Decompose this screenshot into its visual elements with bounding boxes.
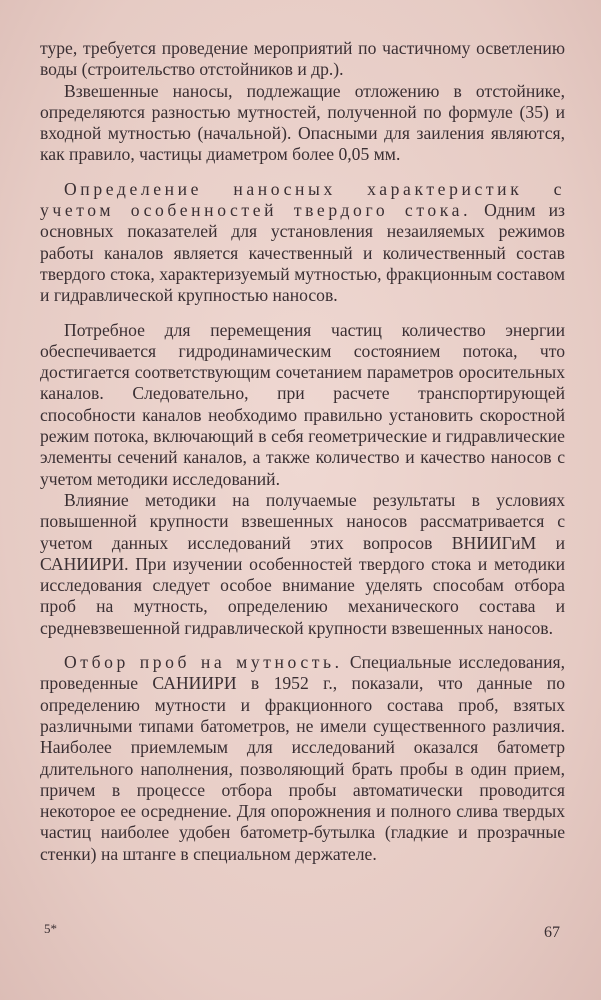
paragraph-3	[40, 179, 565, 307]
paragraph-2: Взвешенные наносы, подлежащие отложению в отстойнике, определяются разностью мутностей, полученной по формуле (35) и входной мутностью (начальной). Опасными для заиления являются, как правило, частицы диаметром более 0,05 мм.	[40, 80, 565, 165]
section-heading-turbidity-sampling: Отбор проб на мутность.	[64, 652, 343, 673]
signature-mark: 5*	[44, 921, 57, 936]
paragraph-6	[40, 652, 565, 865]
paragraph-1: туре, требуется проведение мероприятий по частичному осветлению воды (строительство отстойников и др.).	[40, 38, 565, 80]
paragraph-4: Потребное для перемещения частиц количество энергии обеспечивается гидродинамическим состоянием потока, что достигается соответствующим сочетанием параметров оросительных каналов. Следовательно, при расчете транспортирующей способности каналов необходимо правильно установить скоростной режим потока, включающий в себя геометрические и гидравлические элементы сечений каналов, а также количество и качество наносов с учетом методики исследований.	[40, 319, 565, 489]
body-text	[40, 38, 565, 865]
page-number: 67	[544, 924, 560, 941]
section-heading-sediment-characteristics: Определение наносных характеристик с учетом особенностей твердого стока.	[40, 178, 565, 221]
paragraph-3-body: Одним из основных показателей для установления незаиляемых режимов работы каналов является качественный и количественный состав твердого стока, характеризуемый мутностью, фракционным составом и гидравлической крупностью наносов.	[40, 200, 565, 306]
paragraph-6-body: Специальные исследования, проведенные САНИИРИ в 1952 г., показали, что данные по определению мутности и фракционного состава проб, взятых различными типами батометров, не имели существенного различия. Наиболее приемлемым для исследований оказался батометр длительного наполнения, позволяющий брать пробы в один прием, причем в процессе отбора пробы автоматически проводится некоторое ее осреднение. Для опорожнения и полного слива твердых частиц наиболее удобен батометр-бутылка (гладкие и прозрачные стенки) на штанге в специальном держателе.	[40, 652, 565, 864]
paragraph-5: Влияние методики на получаемые результаты в условиях повышенной крупности взвешенных наносов рассматривается с учетом данных исследований этих вопросов ВНИИГиМ и САНИИРИ. При изучении особенностей твердого стока и методики исследования следует особое внимание уделять способам отбора проб на мутность, определению механического состава и средневзвешенной гидравлической крупности взвешенных наносов.	[40, 489, 565, 638]
